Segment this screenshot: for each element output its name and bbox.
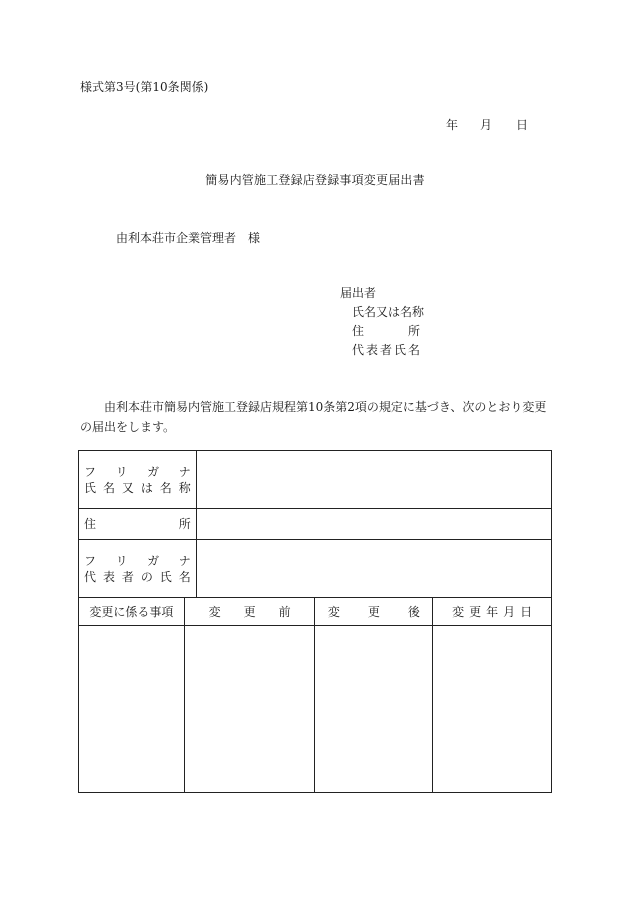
changed-item-field[interactable] xyxy=(79,626,185,793)
representative-row xyxy=(79,540,552,598)
addressee xyxy=(116,232,260,244)
address-label-cell xyxy=(79,509,197,540)
addressee-honorific: 様 xyxy=(248,231,261,245)
furigana-label: フ リ ガ ナ xyxy=(84,464,191,479)
form-number: 様式第3号(第10条関係) xyxy=(80,80,209,94)
change-date-field[interactable] xyxy=(433,626,552,793)
name-row xyxy=(79,451,552,509)
name-label: 氏 名 又 は 名 称 xyxy=(84,480,191,495)
change-table xyxy=(78,450,552,793)
year-label: 年 xyxy=(446,118,459,132)
header-change-date: 変 更 年 月 日 xyxy=(433,598,552,626)
name-label-cell xyxy=(79,451,197,509)
body-text xyxy=(80,397,558,437)
change-body-row xyxy=(79,626,552,793)
header-after: 変 更 後 xyxy=(315,598,433,626)
date-line xyxy=(446,119,528,131)
representative-value-field[interactable] xyxy=(196,540,551,598)
notifier-address-label: 住 所 xyxy=(352,324,420,338)
notifier-representative-label: 代 表 者 氏 名 xyxy=(352,343,420,357)
before-field[interactable] xyxy=(184,626,315,793)
day-label: 日 xyxy=(516,118,529,132)
representative-label: 代 表 者 の 氏 名 xyxy=(84,569,191,584)
name-value-field[interactable] xyxy=(196,451,551,509)
representative-label-cell xyxy=(79,540,197,598)
furigana-label: フ リ ガ ナ xyxy=(84,553,191,568)
month-label: 月 xyxy=(480,118,493,132)
address-label: 住 所 xyxy=(84,517,191,531)
address-row xyxy=(79,509,552,540)
body-paragraph: 由利本荘市簡易内管施工登録店規程第10条第2項の規定に基づき、次のとおり変更の届出をします。 xyxy=(80,400,547,434)
addressee-name: 由利本荘市企業管理者 xyxy=(116,231,237,245)
header-changed-item: 変更に係る事項 xyxy=(79,598,185,626)
notifier-heading: 届出者 xyxy=(340,286,377,300)
notifier-name-label: 氏名又は名称 xyxy=(352,305,425,319)
address-value-field[interactable] xyxy=(196,509,551,540)
document-title: 簡易内管施工登録店登録事項変更届出書 xyxy=(205,173,425,187)
header-before: 変 更 前 xyxy=(184,598,315,626)
after-field[interactable] xyxy=(315,626,433,793)
change-header-row xyxy=(79,598,552,626)
